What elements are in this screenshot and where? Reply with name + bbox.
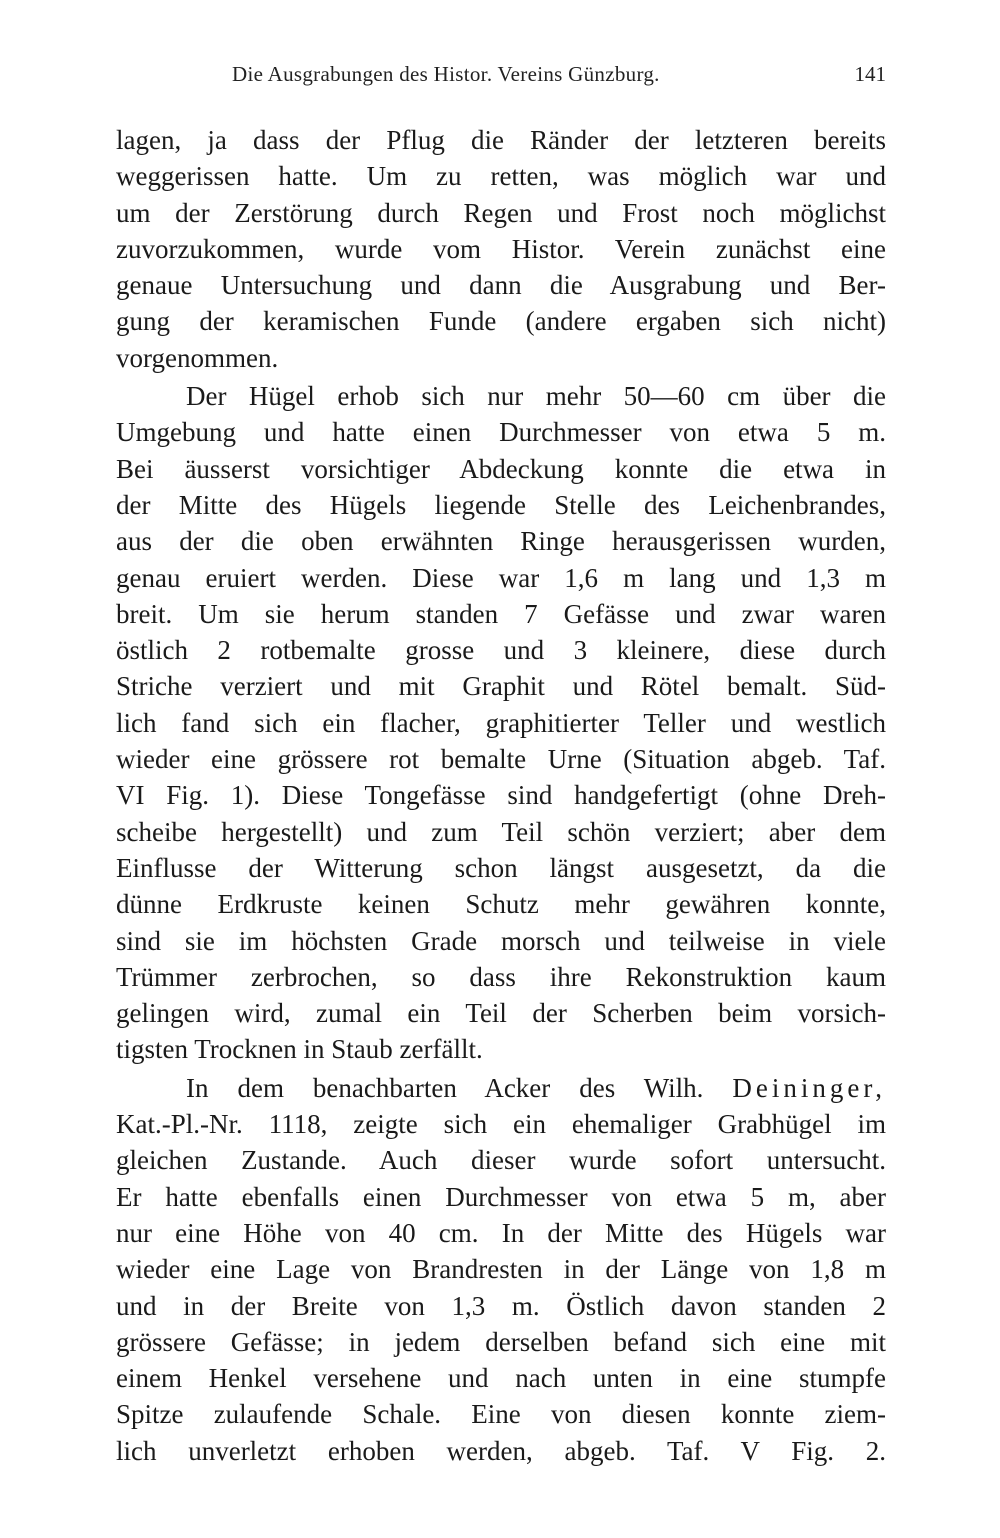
text-line: gung der keramischen Funde (andere ergaben sich nicht)	[116, 306, 886, 337]
text-line: um der Zerstörung durch Regen und Frost noch möglichst	[116, 197, 886, 228]
text-line: einem Henkel versehene und nach unten in eine stumpfe	[116, 1363, 886, 1394]
text-line: Bei äusserst vorsichtiger Abdeckung konnte die etwa in	[116, 453, 886, 484]
text-line: nur eine Höhe von 40 cm. In der Mitte des Hügels war	[116, 1217, 886, 1248]
paragraph-1	[116, 122, 886, 376]
text-line: der Mitte des Hügels liegende Stelle des Leichenbrandes,	[116, 489, 886, 520]
text-line: genaue Untersuchung und dann die Ausgrabung und Ber-	[116, 270, 886, 301]
page-number: 141	[854, 62, 886, 86]
paragraph-2	[116, 378, 886, 1068]
body-text	[116, 122, 886, 1469]
text-line: Er hatte ebenfalls einen Durchmesser von etwa 5 m, aber	[116, 1181, 886, 1212]
text-line: genau eruiert werden. Diese war 1,6 m lang und 1,3 m	[116, 562, 886, 593]
person-name: Deininger,	[732, 1072, 887, 1103]
text-line: Trümmer zerbrochen, so dass ihre Rekonstruktion kaum	[116, 961, 886, 992]
text-line: und in der Breite von 1,3 m. Östlich davon standen 2	[116, 1290, 886, 1321]
text-line: lich fand sich ein flacher, graphitierter Teller und westlich	[116, 707, 886, 738]
text-line: dünne Erdkruste keinen Schutz mehr gewähren konnte,	[116, 889, 886, 920]
text-line: breit. Um sie herum standen 7 Gefässe und zwar waren	[116, 598, 886, 629]
text-line: tigsten Trocknen in Staub zerfällt.	[116, 1034, 483, 1065]
text-line: gelingen wird, zumal ein Teil der Scherben beim vorsich-	[116, 998, 886, 1029]
text-line: Der Hügel erhob sich nur mehr 50—60 cm über die	[186, 381, 886, 412]
text-line: sind sie im höchsten Grade morsch und teilweise in viele	[116, 925, 886, 956]
text-line: gleichen Zustande. Auch dieser wurde sofort untersucht.	[116, 1145, 886, 1176]
text-line: scheibe hergestellt) und zum Teil schön verziert; aber dem	[116, 816, 886, 847]
text-line: Umgebung und hatte einen Durchmesser von etwa 5 m.	[116, 417, 886, 448]
header-title: Die Ausgrabungen des Histor. Vereins Günzburg.	[232, 62, 660, 86]
text-fragment: In dem benachbarten Acker des Wilh.	[186, 1072, 704, 1103]
paragraph-3	[116, 1070, 886, 1469]
text-line: Striche verziert und mit Graphit und Rötel bemalt. Süd-	[116, 671, 886, 702]
text-line: lich unverletzt erhoben werden, abgeb. Taf. V Fig. 2.	[116, 1435, 886, 1466]
text-line: lagen, ja dass der Pflug die Ränder der letzteren bereits	[116, 125, 886, 155]
text-line: vorgenommen.	[116, 342, 279, 373]
text-line: wieder eine grössere rot bemalte Urne (Situation abgeb. Taf.	[116, 744, 886, 775]
text-line	[116, 1070, 886, 1106]
text-line: östlich 2 rotbemalte grosse und 3 kleinere, diese durch	[116, 635, 886, 666]
text-line: Spitze zulaufende Schale. Eine von diesen konnte ziem-	[116, 1399, 886, 1430]
text-line: zuvorzukommen, wurde vom Histor. Verein zunächst eine	[116, 233, 886, 264]
text-line: wieder eine Lage von Brandresten in der Länge von 1,8 m	[116, 1254, 886, 1285]
text-line: aus der die oben erwähnten Ringe herausgerissen wurden,	[116, 526, 886, 557]
text-line: grössere Gefässe; in jedem derselben befand sich eine mit	[116, 1326, 886, 1357]
text-line: weggerissen hatte. Um zu retten, was möglich war und	[116, 161, 886, 192]
running-header	[116, 62, 886, 92]
text-line: VI Fig. 1). Diese Tongefässe sind handgefertigt (ohne Dreh-	[116, 780, 886, 811]
text-line: Einflusse der Witterung schon längst ausgesetzt, da die	[116, 852, 886, 883]
text-line: Kat.-Pl.-Nr. 1118, zeigte sich ein ehemaliger Grabhügel im	[116, 1109, 886, 1140]
